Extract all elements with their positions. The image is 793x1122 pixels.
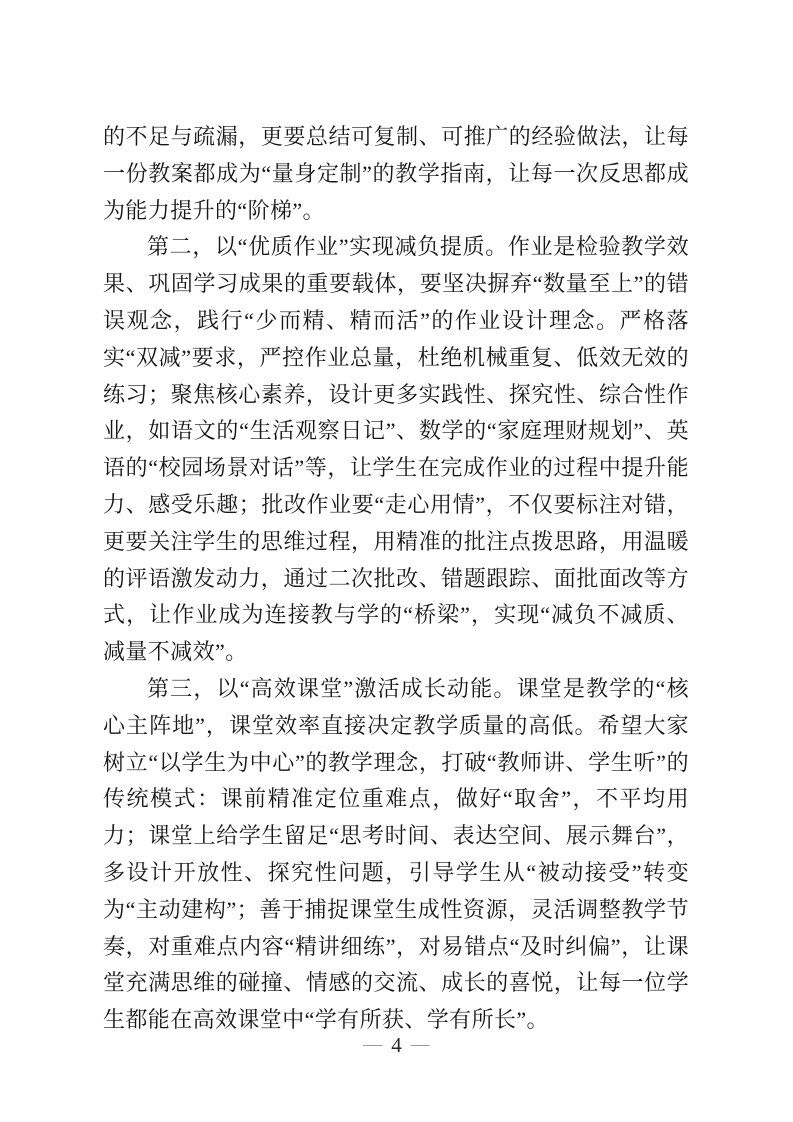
- paragraph-continuation: 的不足与疏漏，更要总结可复制、可推广的经验做法，让每一份教案都成为“量身定制”的教学指南，让每一次反思都成为能力提升的“阶梯”。: [103, 124, 689, 223]
- page-footer: [0, 1033, 793, 1059]
- paragraph-point-two: 第二，以“优质作业”实现减负提质。作业是检验教学效果、巩固学习成果的重要载体，要坚决摒弃“数量至上”的错误观念，践行“少而精、精而活”的作业设计理念。严格落实“双减”要求，严控作业总量，杜绝机械重复、低效无效的练习；聚焦核心素养，设计更多实践性、探究性、综合性作业，如语文的“生活观察日记”、数学的“家庭理财规划”、英语的“校园场景对话”等，让学生在完成作业的过程中提升能力、感受乐趣；批改作业要“走心用情”，不仅要标注对错，更要关注学生的思维过程，用精准的批注点拨思路，用温暖的评语激发动力，通过二次批改、错题跟踪、面批面改等方式，让作业成为连接教与学的“桥梁”，实现“减负不减质、减量不减效”。: [103, 234, 689, 665]
- page-number: 4: [391, 1033, 402, 1057]
- footer-dash-left: —: [363, 1034, 383, 1055]
- paragraph-point-three: 第三，以“高效课堂”激活成长动能。课堂是教学的“核心主阵地”，课堂效率直接决定教学质量的高低。希望大家树立“以学生为中心”的教学理念，打破“教师讲、学生听”的传统模式：课前精准定位重难点，做好“取舍”，不平均用力；课堂上给学生留足“思考时间、表达空间、展示舞台”，多设计开放性、探究性问题，引导学生从“被动接受”转变为“主动建构”；善于捕捉课堂生成性资源，灵活调整教学节奏，对重难点内容“精讲细练”，对易错点“及时纠偏”，让课堂充满思维的碰撞、情感的交流、成长的喜悦，让每一位学生都能在高效课堂中“学有所获、学有所长”。: [103, 675, 689, 1033]
- footer-dash-right: —: [410, 1034, 430, 1055]
- document-body: [103, 119, 689, 1039]
